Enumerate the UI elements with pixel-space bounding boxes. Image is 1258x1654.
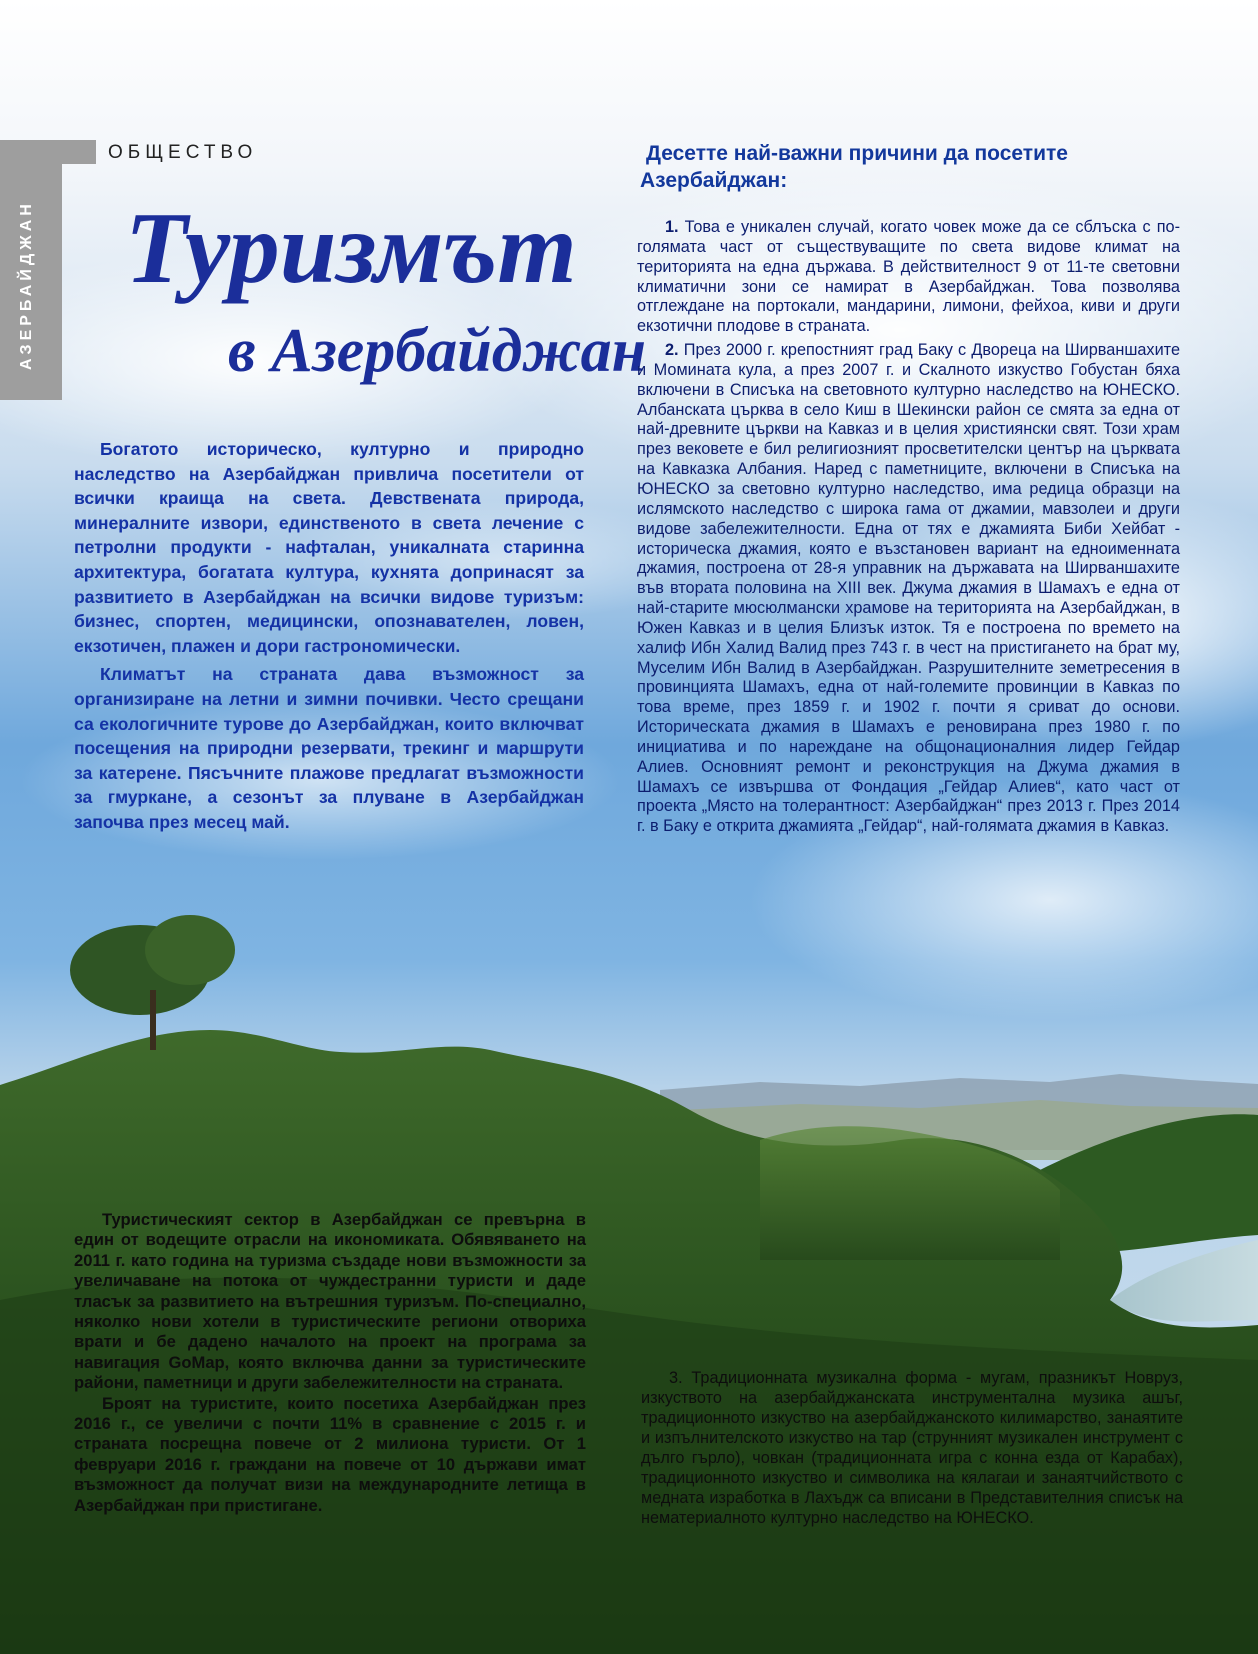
reason-item <box>637 341 1180 837</box>
tourism-paragraph: Броят на туристите, които посетиха Азербайджан през 2016 г., се увеличи с почти 11% в сравнение с 2015 г. и страната посрещна повече от 2 милиона туристи. От 1 февруари 2016 г. граждани на повече от 10 държави имат възможност да получат визи на международните летища в Азербайджан при пристигане. <box>74 1393 586 1515</box>
reasons-heading-line1: Десетте най-важни причини да посетите <box>646 142 1068 165</box>
reason-3 <box>641 1368 1183 1528</box>
reason-number: 2. <box>665 341 679 360</box>
reason-text: През 2000 г. крепостният град Баку с Двореца на Ширваншахите и Момината кула, а през 2007 г. и Скалното изкуство Гобустан бяха включени в Списъка на световното културно наследство на ЮНЕСКО. Албанската църква в село Киш в Шекински район се смята за една от най-древните църкви на Кавказ и в целия християнски свят. Този храм през вековете е бил религиозният просветителски център на църквата на Кавказка Албания. Наред с паметниците, включени в Списъка на ЮНЕСКО за световно културно наследство, има редица образци на ислямското наследство с широка гама от джамии, мавзолеи и други видове забележителности. Една от тях е джамията Биби Хейбат - историческа джамия, която е възстановен вариант на едноименната джамия, построена от 28-я управник на държавата на Ширваншахите във втората половина на XIII век. Джума джамия в Шамахъ е една от най-старите мюсюлмански храмове на територията на Азербайджан, в Южен Кавказ и в целия Близък изток. Тя е построена по времето на халиф Ибн Халид Валид през 743 г. в чест на пристигането на брат му, Муселим Ибн Валид в Азербайджан. Разрушителните земетресения в провинцията Шамахъ, една от най-големите провинции в Кавказ по това време, през 1859 г. и 1902 г. почти я сриват до основи. Историческата джамия в Шамахъ е реновирана през 1980 г. по инициатива и по нареждане на общонационалния лидер Гейдар Алиев. Основният ремонт и реконструкция на Джума джамия в Шамахъ се извършва от Фондация „Гейдар Алиев“, като част от проекта „Място на толерантност: Азербайджан“ през 2013 г. През 2014 г. в Баку е открита джамията „Гейдар“, най-голямата джамия в Кавказ. <box>637 341 1180 836</box>
tourism-paragraph: Туристическият сектор в Азербайджан се превърна в един от водещите отрасли на икономиката. Обявяването на 2011 г. като година на туризма създаде нови възможности за увеличаване на потока от чуждестранни туристи и даде тласък за развитието на вътрешния туризъм. По-специално, няколко нови хотели в туристическите региони отвориха врати и бе дадено началото на проект на програма за навигация GoMap, която включва данни за туристическите райони, паметници и други забележителности на страната. <box>74 1210 586 1393</box>
article-subtitle: в Азербайджан <box>228 317 647 385</box>
reason-number: 3 <box>669 1369 679 1387</box>
reason-item <box>637 218 1180 337</box>
intro-paragraph: Климатът на страната дава възможност за организиране на летни и зимни почивки. Често срещани са екологичните турове до Азербайджан, които включват посещения на природни резервати, трекинг и маршрути за катерене. Пясъчните плажове предлагат възможности за гмуркане, а сезонът за плуване в Азербайджан започва през месец май. <box>74 664 584 832</box>
intro-text <box>74 437 584 835</box>
reason-number: 1. <box>665 218 679 236</box>
tourism-sector-text <box>74 1210 586 1516</box>
reasons-heading <box>640 140 1200 194</box>
section-label: ОБЩЕСТВО <box>108 142 258 163</box>
intro-paragraph: Богатото историческо, културно и природно наследство на Азербайджан привлича посетители от всички краища на света. Девствената природа, минералните извори, единственото в света лечение с петролни продукти - нафталан, уникалната старинна архитектура, богатата култура, кухнята допринасят за развитието в Азербайджан на всички видове туризъм: бизнес, спортен, медицински, опознавателен, ловен, екзотичен, плажен и дори гастрономически. <box>74 439 584 656</box>
article-title: Туризмът <box>125 192 577 305</box>
reasons-heading-line2: Азербайджан: <box>640 169 788 192</box>
reasons-list <box>637 218 1180 841</box>
reason-item <box>641 1368 1183 1528</box>
reason-text: Това е уникален случай, когато човек може да се сблъска с по-голямата част от съществуващите по света видове климат на територията на една държава. В действителност 9 от 11-те световни климатични зони се намират в Азербайджан. Това позволява отглеждане на портокали, мандарини, лимони, фейхоа, киви и други екзотични плодове в страната. <box>637 218 1180 336</box>
reason-text: . Традиционната музикална форма - мугам, празникът Новруз, изкуството на азербайджанската инструментална музика ашъг, традиционното изкуство на азербайджанското килимарство, занаятите и изпълнителското изкуство на тар (струнният музикален инструмент с дълго гърло), човкан (традиционната игра с конна езда от Карабах), традиционното изкуство и символика на кялагаи и занаятчийството с медната изработка в Лахъдж са вписани в Представителния списък на нематериалното културно наследство на ЮНЕСКО. <box>641 1369 1183 1527</box>
side-label: АЗЕРБАЙДЖАН <box>18 200 35 370</box>
